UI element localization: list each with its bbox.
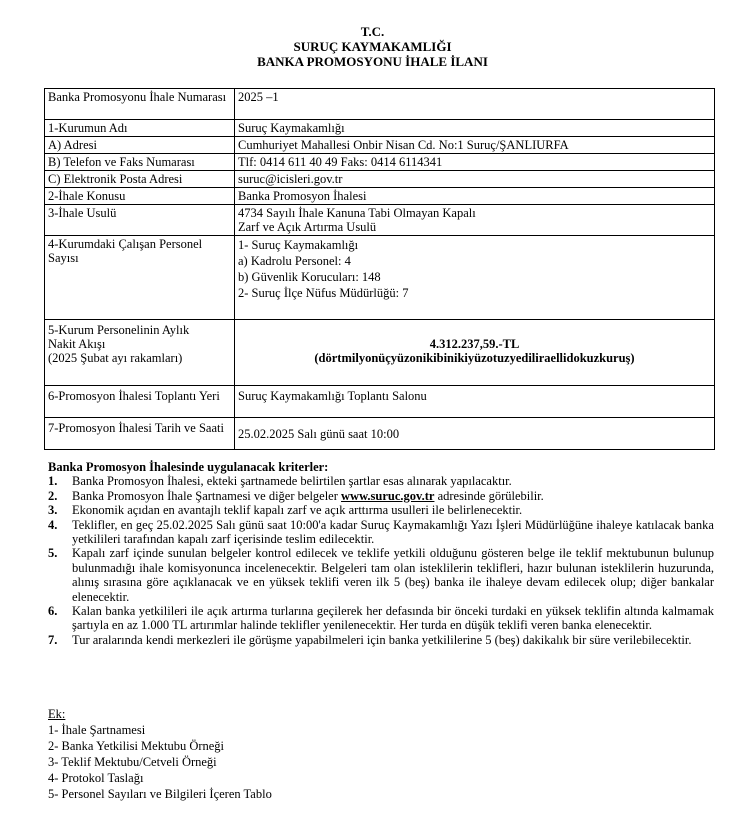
- item-text: Kapalı zarf içinde sunulan belgeler kontrol edilecek ve teklife yetkili olduğunu gösteren belge ile teklif mektubunun bulunup bulunmadığı ihale komisyonunca incelenecektir. Belgeleri tam olan isteklilerin teklifleri, hazır bulunan isteklilerin huzurunda, alınış sırasına göre açıklanacak ve en yüksek teklifi veren ilk 5 (beş) banka ile ihaleye devam edilecek olup; diğer bankalar elenecektir.: [72, 546, 714, 604]
- table-row: [45, 188, 715, 205]
- item-number: 4.: [48, 517, 58, 532]
- criteria-list: [48, 474, 714, 647]
- item-number: 3.: [48, 503, 58, 518]
- row-value: Suruç Kaymakamlığı: [235, 120, 715, 137]
- info-table: [44, 88, 715, 450]
- criteria-section: [48, 460, 714, 647]
- row-label: 3-İhale Usulü: [45, 205, 235, 236]
- table-row: [45, 120, 715, 137]
- list-item: [48, 518, 714, 547]
- item-text: Kalan banka yetkilileri ile açık artırma turlarına geçilerek her defasında bir önceki turdaki en yüksek teklifin altında kalmamak şartıyla en az 1.000 TL artırımlar halinde teklifler yenilenecektir. Her turda en düşük teklifi veren banka elenecektir.: [72, 604, 714, 633]
- row-value: [235, 320, 715, 386]
- list-item: [48, 604, 714, 633]
- item-text: Banka Promosyon İhale Şartnamesi ve diğer belgeler: [72, 488, 342, 503]
- item-text: adresinde görülebilir.: [434, 488, 544, 503]
- criteria-title: Banka Promosyon İhalesinde uygulanacak kriterler:: [48, 460, 329, 474]
- list-item: [48, 546, 714, 604]
- amount-words: (dörtmilyonüçyüzonikibinikiyüzotuzyediliraellidokuzkuruş): [314, 351, 635, 365]
- attachment-item: 4- Protokol Taslağı: [48, 771, 144, 785]
- item-text: Banka Promosyon İhalesi, ekteki şartnamede belirtilen şartlar esas alınarak yapılacaktır.: [72, 474, 512, 489]
- item-text: Ekonomik açıdan en avantajlı teklif kapalı zarf ve açık arttırma usulleri ile belirlenecektir.: [72, 503, 523, 518]
- item-number: 5.: [48, 546, 58, 561]
- value-line: 4734 Sayılı İhale Kanuna Tabi Olmayan Kapalı: [238, 206, 476, 220]
- row-label: 1-Kurumun Adı: [45, 120, 235, 137]
- attachments-section: [48, 706, 272, 802]
- row-value: Suruç Kaymakamlığı Toplantı Salonu: [235, 386, 715, 418]
- row-label: 2-İhale Konusu: [45, 188, 235, 205]
- attachment-item: 3- Teklif Mektubu/Cetveli Örneği: [48, 755, 217, 769]
- label-line: (2025 Şubat ayı rakamları): [48, 351, 183, 365]
- table-row: [45, 171, 715, 188]
- item-number: 2.: [48, 488, 58, 503]
- table-row: [45, 418, 715, 450]
- row-label: Banka Promosyonu İhale Numarası: [45, 89, 235, 120]
- attachment-item: 2- Banka Yetkilisi Mektubu Örneği: [48, 739, 225, 753]
- row-value: Banka Promosyon İhalesi: [235, 188, 715, 205]
- list-item: [48, 474, 714, 488]
- row-value: Cumhuriyet Mahallesi Onbir Nisan Cd. No:1 Suruç/ŞANLIURFA: [235, 137, 715, 154]
- row-label: 4-Kurumdaki Çalışan Personel Sayısı: [45, 236, 235, 320]
- value-line: b) Güvenlik Korucuları: 148: [238, 270, 381, 284]
- value-line: Zarf ve Açık Artırma Usulü: [238, 220, 377, 234]
- item-number: 1.: [48, 474, 58, 489]
- row-label: A) Adresi: [45, 137, 235, 154]
- row-value: Tlf: 0414 611 40 49 Faks: 0414 6114341: [235, 154, 715, 171]
- table-row: [45, 236, 715, 320]
- list-item: [48, 633, 714, 647]
- header-tc: T.C.: [360, 24, 385, 39]
- table-row: [45, 89, 715, 120]
- row-label: 6-Promosyon İhalesi Toplantı Yeri: [45, 386, 235, 418]
- item-text: Teklifler, en geç 25.02.2025 Salı günü saat 10:00'a kadar Suruç Kaymakamlığı Yazı İşleri Müdürlüğüne ihaleye katılacak banka yetkilileri tarafından kapalı zarf içerisinde teslim edilecektir.: [72, 517, 714, 547]
- row-value: [235, 205, 715, 236]
- value-line: a) Kadrolu Personel: 4: [238, 254, 351, 268]
- row-value: suruc@icisleri.gov.tr: [235, 171, 715, 188]
- table-row: [45, 320, 715, 386]
- label-line: 5-Kurum Personelinin Aylık: [48, 323, 190, 337]
- header-title: BANKA PROMOSYONU İHALE İLANI: [257, 54, 488, 69]
- row-label: C) Elektronik Posta Adresi: [45, 171, 235, 188]
- row-label: B) Telefon ve Faks Numarası: [45, 154, 235, 171]
- item-number: 6.: [48, 604, 58, 619]
- value-line: 2- Suruç İlçe Nüfus Müdürlüğü: 7: [238, 286, 409, 300]
- header-institution: SURUÇ KAYMAKAMLIĞI: [293, 39, 452, 54]
- amount-value: 4.312.237,59.-TL: [429, 337, 520, 351]
- list-item: [48, 503, 714, 517]
- row-label: [45, 320, 235, 386]
- row-value: 25.02.2025 Salı günü saat 10:00: [235, 418, 715, 450]
- row-value: 2025 –1: [235, 89, 715, 120]
- attachments-title: Ek:: [48, 707, 66, 721]
- item-text: Tur aralarında kendi merkezleri ile görüşme yapabilmeleri için banka yetkililerine 5 (beş) dakikalık bir süre verilebilecektir.: [72, 632, 692, 647]
- attachment-item: 1- İhale Şartnamesi: [48, 723, 146, 737]
- row-value: [235, 236, 715, 320]
- table-row: [45, 137, 715, 154]
- table-row: [45, 205, 715, 236]
- table-row: [45, 154, 715, 171]
- value-line: 1- Suruç Kaymakamlığı: [238, 238, 359, 252]
- attachment-item: 5- Personel Sayıları ve Bilgileri İçeren Tablo: [48, 787, 272, 801]
- website-link[interactable]: www.suruc.gov.tr: [341, 488, 435, 503]
- list-item: [48, 489, 714, 503]
- row-label: 7-Promosyon İhalesi Tarih ve Saati: [45, 418, 235, 450]
- label-line: Nakit Akışı: [48, 337, 106, 351]
- item-number: 7.: [48, 632, 58, 647]
- table-row: [45, 386, 715, 418]
